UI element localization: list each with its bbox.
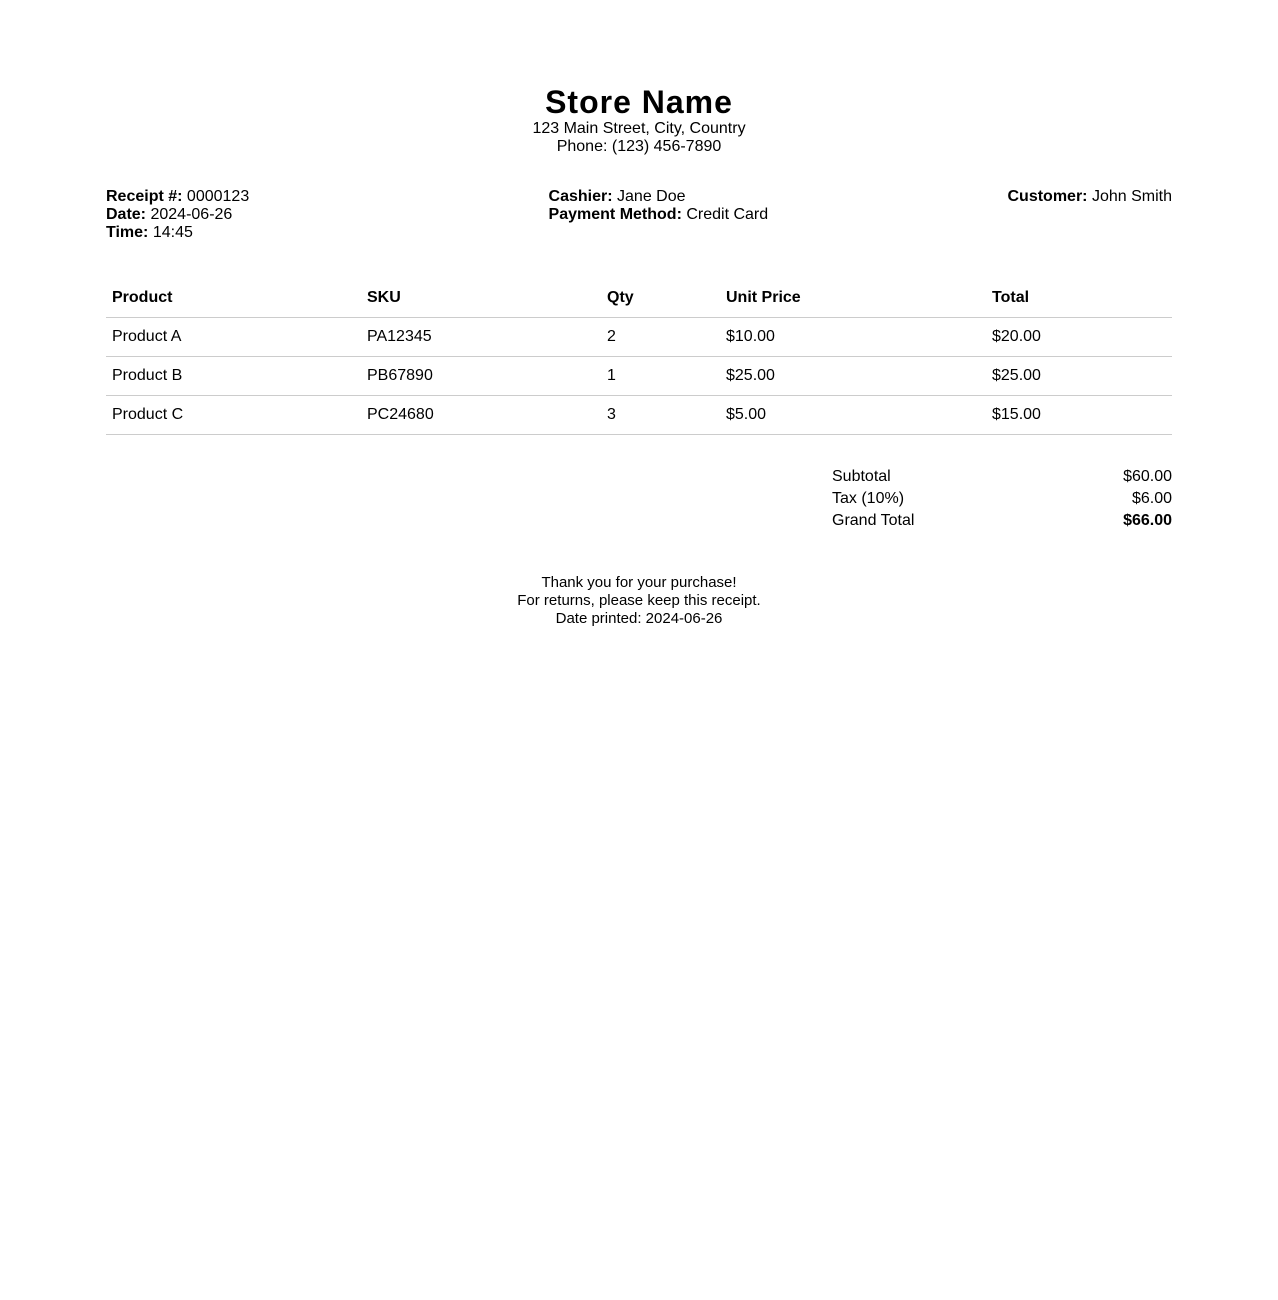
- value: 2024-06-26: [150, 206, 233, 223]
- info-left: [106, 188, 249, 242]
- line-total: $15.00: [986, 396, 1172, 435]
- qty: 3: [601, 396, 720, 435]
- value: $66.00: [1123, 512, 1172, 529]
- value: 0000123: [186, 188, 250, 205]
- header-unit-price: Unit Price: [720, 279, 986, 318]
- returns-note: For returns, please keep this receipt.: [517, 592, 761, 609]
- thank-you: Thank you for your purchase!: [541, 574, 737, 591]
- footer: [106, 574, 1172, 628]
- label: Receipt #:: [106, 188, 183, 205]
- subtotal-row: [832, 466, 1172, 488]
- label: Subtotal: [832, 468, 891, 485]
- receipt-number: [106, 188, 249, 206]
- sku: PA12345: [361, 318, 601, 357]
- header-sku: SKU: [361, 279, 601, 318]
- label: Cashier:: [548, 188, 613, 205]
- totals: [832, 466, 1172, 532]
- info-right: [1007, 188, 1172, 242]
- label: Date:: [106, 206, 147, 223]
- value: Credit Card: [686, 206, 769, 223]
- unit-price: $10.00: [720, 318, 986, 357]
- grand-total-row: [832, 510, 1172, 532]
- table-row: [106, 357, 1172, 396]
- payment-method: [549, 206, 769, 224]
- value: John Smith: [1091, 188, 1172, 205]
- items-table: [106, 279, 1172, 435]
- label: Time:: [106, 224, 149, 241]
- sku: PC24680: [361, 396, 601, 435]
- store-phone: Phone: (123) 456-7890: [556, 138, 722, 155]
- label: Payment Method:: [548, 206, 682, 223]
- product: Product B: [106, 357, 361, 396]
- label: Customer:: [1007, 188, 1088, 205]
- product: Product A: [106, 318, 361, 357]
- qty: 1: [601, 357, 720, 396]
- line-total: $25.00: [986, 357, 1172, 396]
- table-row: [106, 396, 1172, 435]
- receipt-time: [106, 224, 249, 242]
- label: Grand Total: [832, 512, 915, 529]
- unit-price: $5.00: [720, 396, 986, 435]
- store-name: Store Name: [545, 84, 733, 120]
- store-header: [106, 84, 1172, 156]
- product: Product C: [106, 396, 361, 435]
- receipt-date: [106, 206, 249, 224]
- label: Tax (10%): [832, 490, 905, 507]
- value: Jane Doe: [617, 188, 686, 205]
- value: $60.00: [1123, 468, 1172, 485]
- info-middle: [549, 188, 769, 242]
- qty: 2: [601, 318, 720, 357]
- store-address: 123 Main Street, City, Country: [532, 120, 746, 137]
- value: $6.00: [1131, 490, 1172, 507]
- date-printed: Date printed: 2024-06-26: [555, 610, 723, 627]
- customer: [1007, 188, 1172, 206]
- tax-row: [832, 488, 1172, 510]
- sku: PB67890: [361, 357, 601, 396]
- header-product: Product: [106, 279, 361, 318]
- header-qty: Qty: [601, 279, 720, 318]
- receipt-info: [106, 188, 1172, 242]
- table-header-row: [106, 279, 1172, 318]
- table-row: [106, 318, 1172, 357]
- header-total: Total: [986, 279, 1172, 318]
- cashier: [549, 188, 769, 206]
- receipt: [106, 0, 1172, 628]
- value: 14:45: [152, 224, 193, 241]
- line-total: $20.00: [986, 318, 1172, 357]
- unit-price: $25.00: [720, 357, 986, 396]
